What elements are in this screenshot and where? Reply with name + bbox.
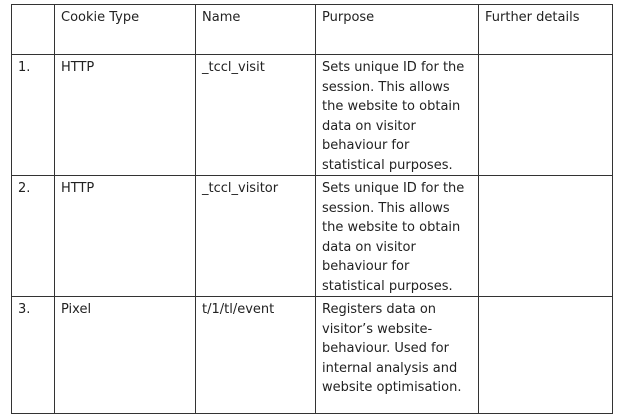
table-row — [12, 55, 613, 176]
row-number: 3. — [12, 297, 55, 414]
purpose-text: Sets unique ID for the session. This allows the website to obtain data on visitor behaviour for statistical purposes. — [322, 181, 465, 294]
cookie-name-cell: _tccl_visit — [196, 55, 316, 176]
table-header-row — [12, 5, 613, 55]
header-further-details: Further details — [479, 5, 613, 55]
header-name: Name — [196, 5, 316, 55]
table-row — [12, 297, 613, 414]
row-number: 2. — [12, 176, 55, 297]
further-details-cell — [479, 297, 613, 414]
cookie-type-cell: Pixel — [55, 297, 196, 414]
table-row — [12, 176, 613, 297]
cookie-name-cell: t/1/tl/event — [196, 297, 316, 414]
header-purpose: Purpose — [316, 5, 479, 55]
purpose-text: Sets unique ID for the session. This allows the website to obtain data on visitor behaviour for statistical purposes. — [322, 60, 465, 173]
further-details-cell — [479, 176, 613, 297]
header-number — [12, 5, 55, 55]
purpose-text: Registers data on visitor’s website-behaviour. Used for internal analysis and website optimisation. — [322, 302, 462, 395]
cookie-table — [11, 4, 613, 414]
purpose-cell — [316, 55, 479, 176]
further-details-cell — [479, 55, 613, 176]
cookie-type-cell: HTTP — [55, 176, 196, 297]
row-number: 1. — [12, 55, 55, 176]
cookie-type-cell: HTTP — [55, 55, 196, 176]
purpose-cell — [316, 297, 479, 414]
header-cookie-type: Cookie Type — [55, 5, 196, 55]
cookie-name-cell: _tccl_visitor — [196, 176, 316, 297]
purpose-cell — [316, 176, 479, 297]
